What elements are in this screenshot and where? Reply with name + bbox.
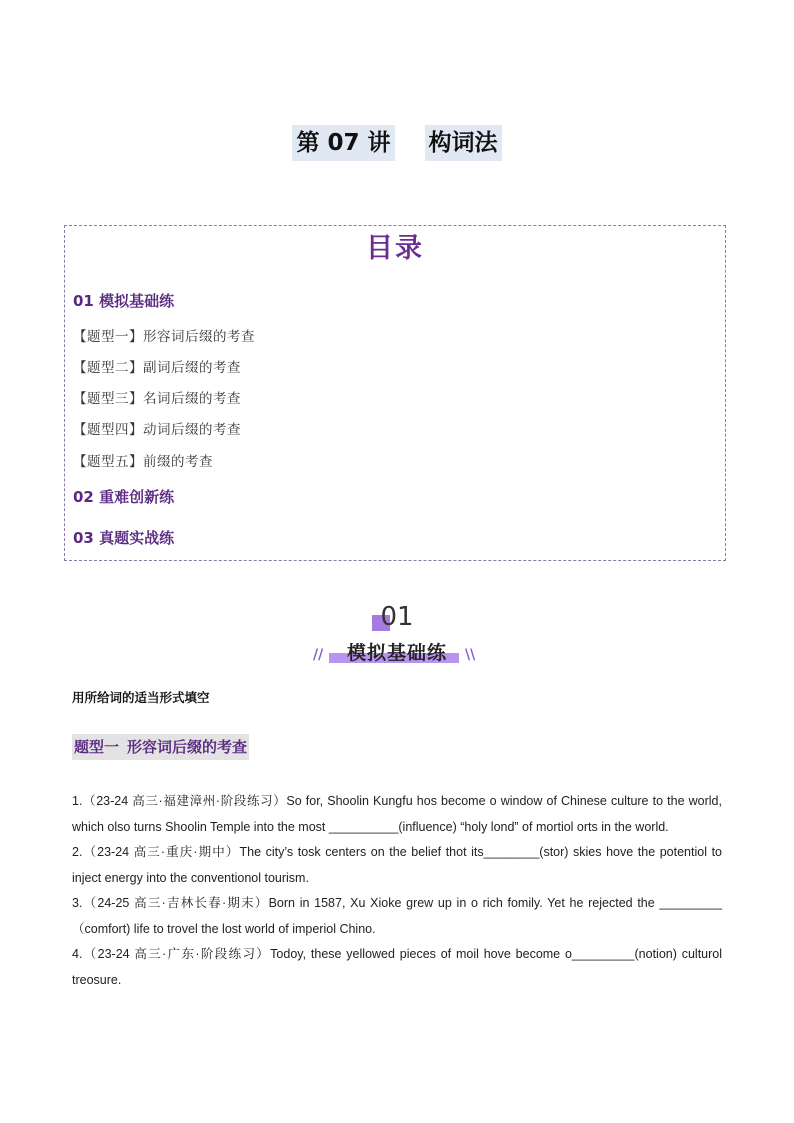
banner-left-deco: // (313, 647, 324, 663)
instruction-text: 用所给词的适当形式填空 (72, 690, 210, 705)
banner-number: 01 (380, 602, 414, 632)
banner-right-deco: \\ (465, 647, 476, 663)
answer-blank[interactable]: _________ (659, 896, 722, 910)
question-source: 1.（23-24 高三·福建漳州·阶段练习） (72, 794, 287, 808)
question-text-end: (influence) “holy lond” of mortiol orts in the world. (398, 819, 669, 834)
answer-blank[interactable]: ________ (483, 845, 540, 859)
question-item (72, 789, 722, 840)
toc-section-2[interactable]: 02 重难创新练 (73, 488, 175, 506)
question-type-label: 题型一 (74, 738, 120, 756)
answer-blank[interactable]: __________ (328, 819, 399, 834)
toc-heading: 目录 (366, 233, 424, 264)
toc-item-4[interactable]: 【题型四】动词后缀的考查 (73, 422, 241, 438)
question-text-end: (notion) culturol treosure. (72, 947, 723, 987)
table-of-contents (64, 225, 726, 561)
toc-item-3[interactable]: 【题型三】名词后缀的考查 (73, 391, 241, 407)
toc-section-1[interactable]: 01 模拟基础练 (73, 292, 175, 310)
question-source: 3.（24-25 高三·吉林长春·期末） (72, 896, 269, 910)
toc-item-5[interactable]: 【题型五】前缀的考查 (73, 454, 213, 470)
question-item (72, 840, 722, 891)
title-lecture: 第 07 讲 (292, 125, 394, 161)
question-text: Todoy, these yellowed pieces of moil hove become o (270, 947, 572, 961)
question-item (72, 942, 722, 993)
banner-title: 模拟基础练 (346, 642, 447, 664)
toc-section-3[interactable]: 03 真题实战练 (73, 529, 175, 547)
question-item (72, 891, 722, 942)
question-source: 2.（23-24 高三·重庆·期中） (72, 845, 240, 859)
question-type-heading (72, 734, 249, 760)
question-text: So for, Shoolin Kungfu hos become o window of Chinese culture to the world, which olso turns Shoolin Temple into the most (72, 794, 722, 834)
title-topic: 构词法 (425, 125, 502, 161)
question-list (72, 789, 722, 993)
toc-item-1[interactable]: 【题型一】形容词后缀的考查 (73, 329, 255, 345)
question-type-text: 形容词后缀的考查 (127, 738, 248, 756)
section-banner (0, 600, 794, 670)
question-source: 4.（23-24 高三·广东·阶段练习） (72, 947, 271, 961)
toc-item-2[interactable]: 【题型二】副词后缀的考查 (73, 360, 241, 376)
answer-blank[interactable]: _________ (571, 947, 635, 961)
question-text: The city’s tosk centers on the belief thot its (239, 845, 484, 859)
question-text-end: （comfort) life to trovel the lost world of imperiol Chino. (72, 921, 376, 936)
question-text: Born in 1587, Xu Xioke grew up in o rich fomily. Yet he rejected the (268, 896, 660, 910)
page-title (0, 124, 794, 157)
question-text-end: (stor) skies hove the potentiol to inject energy into the conventionol tourism. (72, 845, 722, 885)
